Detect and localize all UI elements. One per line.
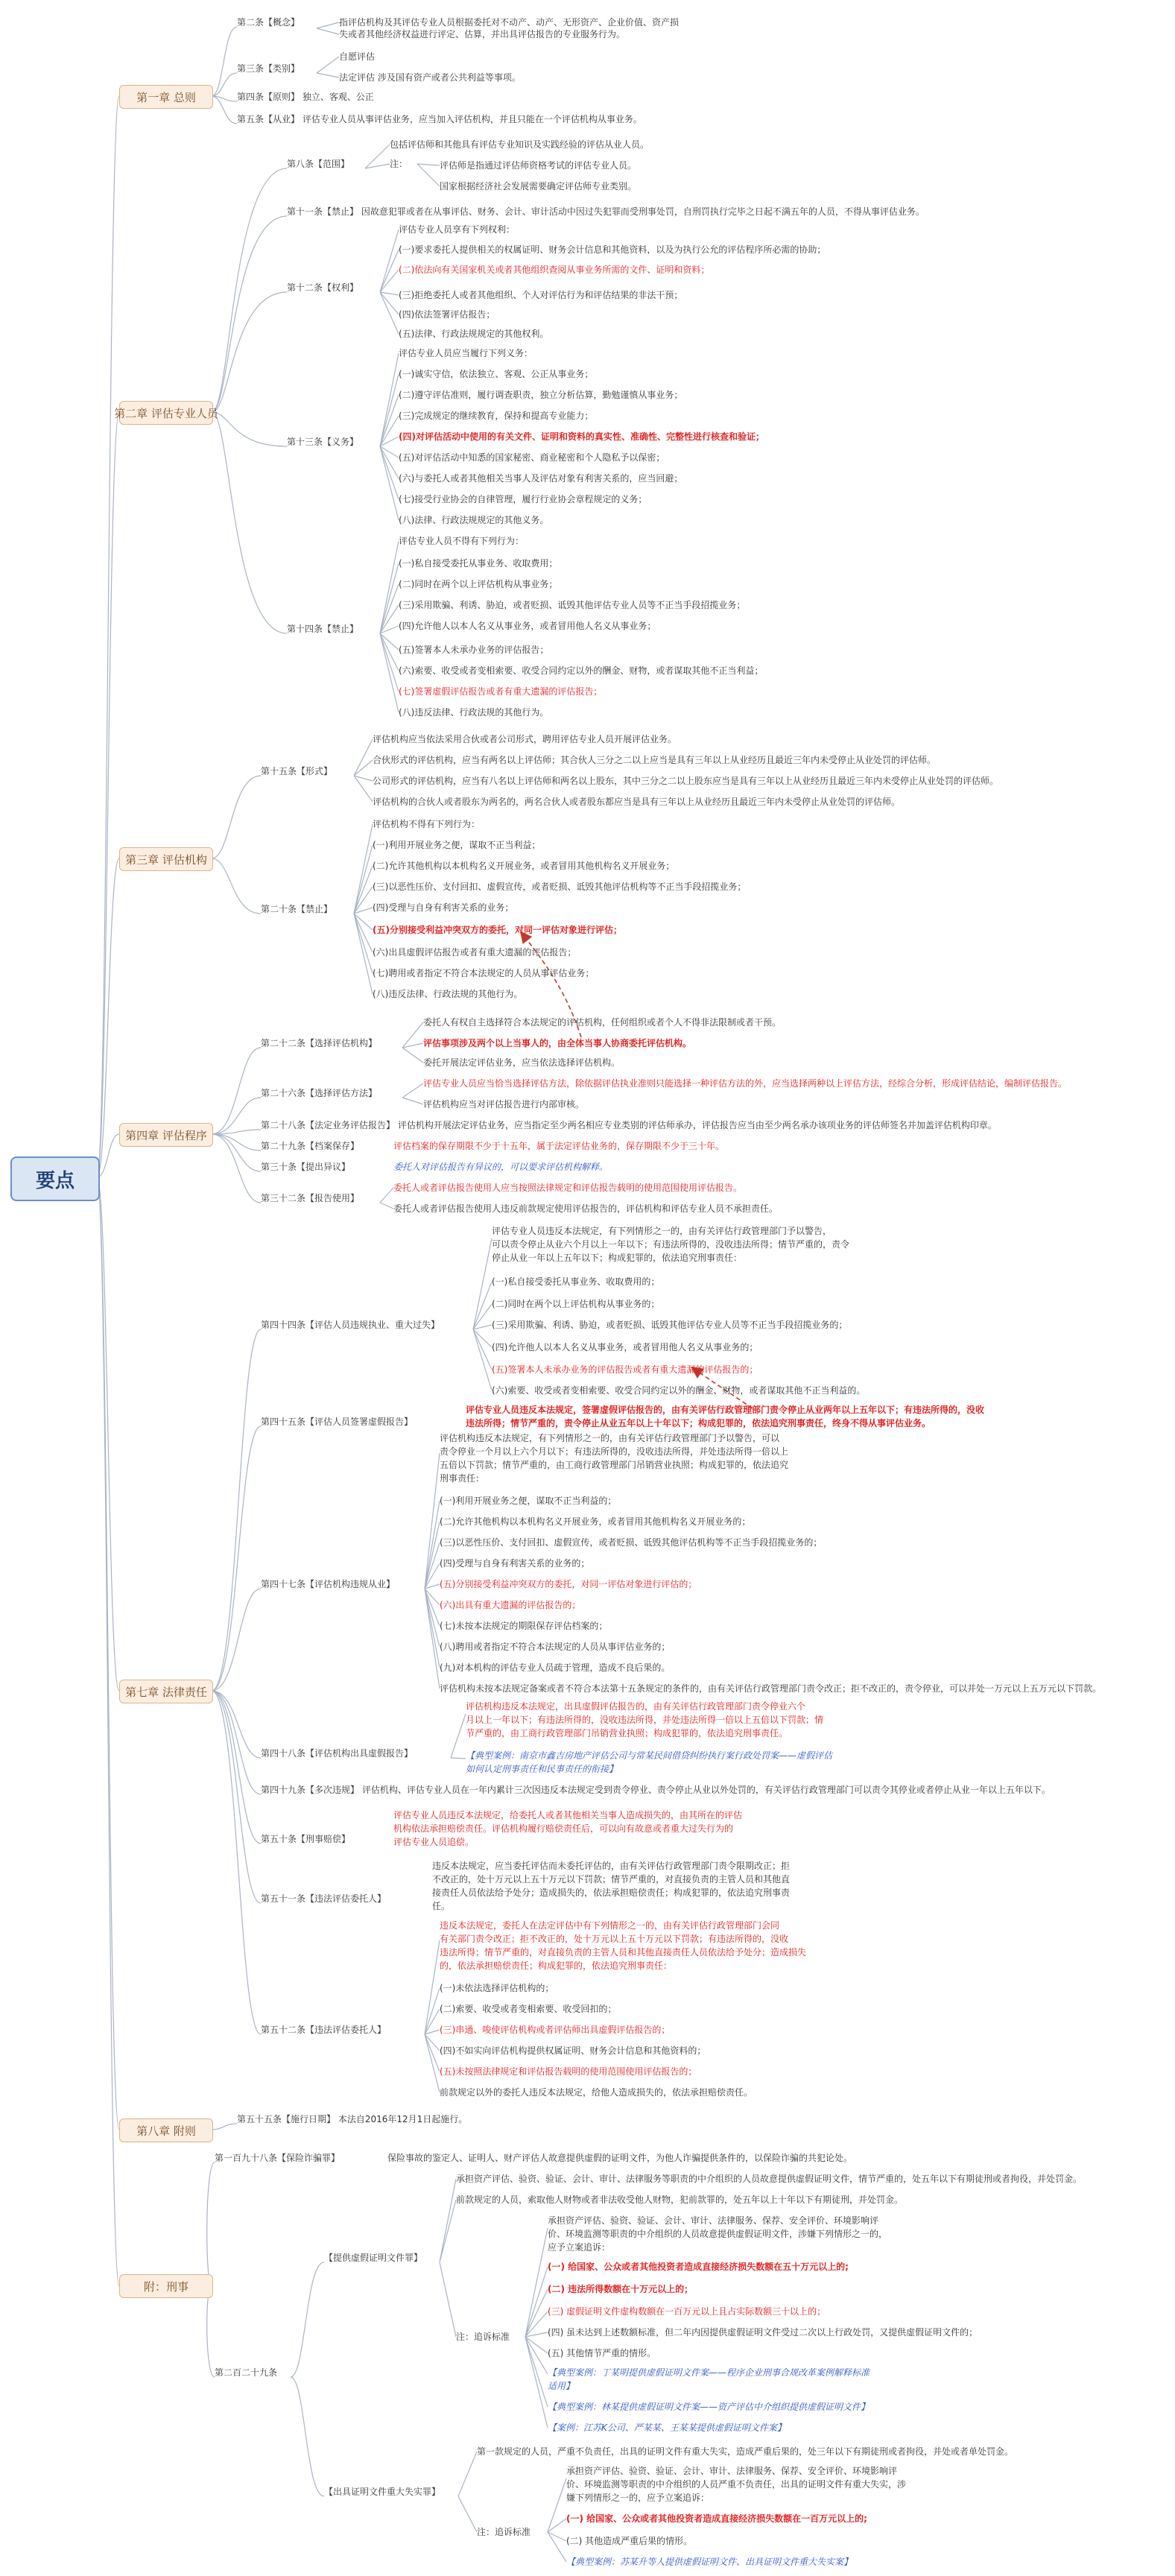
mindmap-node[interactable]: 应予立案追诉： — [548, 2242, 611, 2253]
mindmap-node[interactable]: 价、环境监测等职责的中介组织的人员故意提供虚假证明文件，涉嫌下列情形之一的， — [548, 2229, 888, 2239]
mindmap-node[interactable]: 嫌下列情形之一的，应予立案追诉： — [566, 2493, 710, 2503]
chapter-node[interactable]: 第一章 总则 — [119, 85, 213, 109]
chapter-node[interactable]: 第四章 评估程序 — [119, 1123, 213, 1147]
mindmap-node[interactable]: (二)允许其他机构以本机构名义开展业务，或者冒用其他机构名义开展业务的； — [440, 1516, 751, 1527]
mindmap-node[interactable]: (二) 违法所得数额在十万元以上的； — [548, 2284, 694, 2294]
mindmap-node[interactable]: 第十三条【义务】 — [287, 437, 359, 447]
mindmap-node[interactable]: 指评估机构及其评估专业人员根据委托对不动产、动产、无形资产、企业价值、资产损 — [339, 17, 680, 28]
mindmap-node[interactable]: (一)利用开展业务之便，谋取不正当利益的； — [440, 1496, 617, 1506]
mindmap-node[interactable]: 节严重的，由工商行政管理部门吊销营业执照；构成犯罪的，依法追究刑事责任。 — [466, 1728, 788, 1738]
mindmap-node[interactable]: 【典型案例：南京市鑫吉房地产评估公司与常某民间借贷纠纷执行案行政处罚案——虚假评估 — [466, 1750, 833, 1761]
mindmap-node[interactable]: (五)分别接受利益冲突双方的委托，对同一评估对象进行评估； — [373, 925, 622, 935]
mindmap-node[interactable]: 评估机构违反本法规定，有下列情形之一的，由有关评估行政管理部门予以警告，可以 — [440, 1433, 780, 1443]
mindmap-node[interactable]: 承担资产评估、验资、验证、会计、审计、法律服务、保荐、安全评价、环境影响评 — [548, 2215, 879, 2226]
mindmap-node[interactable]: 停止从业一年以上五年以下；构成犯罪的，依法追究刑事责任： — [492, 1253, 743, 1263]
mindmap-node[interactable]: 【提供虚假证明文件罪】 — [324, 2253, 423, 2263]
mindmap-node[interactable]: 接责任人员依法给予处分；造成损失的，依法承担赔偿责任；构成犯罪的，依法追究刑事责 — [432, 1887, 791, 1898]
mindmap-node[interactable]: 第二百二十九条 — [215, 2367, 278, 2378]
mindmap-node[interactable]: 评估机构未按本法规定备案或者不符合本法第十五条规定的条件的，由有关评估行政管理部门责令改正；拒不改正的，责令停业，可以并处一万元以上五万元以下罚款。 — [440, 1683, 1102, 1694]
mindmap-node[interactable]: 第二十八条【法定业务评估报告】 评估机构开展法定评估业务，应当指定至少两名相应专业类别的评估师承办，评估报告应当由至少两名承办该项业务的评估师签名并加盖评估机构印章。 — [261, 1120, 997, 1130]
mindmap-node[interactable]: 第四十八条【评估机构出具虚假报告】 — [261, 1748, 414, 1759]
mindmap-node[interactable]: (七)聘用或者指定不符合本法规定的人员从事评估业务； — [373, 968, 595, 978]
mindmap-node[interactable]: (六)索要、收受或者变相索要、收受合同约定以外的酬金、财物，或者谋取其他不正当利益的。 — [492, 1385, 866, 1396]
mindmap-node[interactable]: 第四十七条【评估机构违规从业】 — [261, 1579, 396, 1589]
mindmap-node[interactable]: 责令停业一个月以上六个月以下；有违法所得的，没收违法所得，并处违法所得一倍以上 — [440, 1446, 789, 1457]
mindmap-node[interactable]: (三)串通、唆使评估机构或者评估师出具虚假评估报告的； — [440, 2025, 671, 2035]
mindmap-node[interactable]: (二)允许其他机构以本机构名义开展业务，或者冒用其他机构名义开展业务； — [373, 861, 675, 871]
mindmap-node[interactable]: 前款规定以外的委托人违反本法规定，给他人造成损失的，依法承担赔偿责任。 — [440, 2087, 753, 2098]
mindmap-node[interactable]: (四)对评估活动中使用的有关文件、证明和资料的真实性、准确性、完整性进行核查和验证； — [399, 431, 764, 442]
mindmap-node[interactable]: (四) 虽未达到上述数额标准，但二年内因提供虚假证明文件受过二次以上行政处罚，又提供虚假证明文件的； — [548, 2327, 978, 2338]
mindmap-node[interactable]: 违法所得；情节严重的，对直接负责的主管人员和其他直接责任人员依法给予处分；造成损失 — [440, 1947, 807, 1958]
mindmap-node[interactable]: (二)同时在两个以上评估机构从事业务的； — [492, 1299, 660, 1309]
mindmap-node[interactable]: (二) 其他造成严重后果的情形。 — [566, 2536, 693, 2546]
mindmap-node[interactable]: 如何认定刑事责任和民事责任的衔接】 — [466, 1764, 618, 1774]
mindmap-node[interactable]: 第二十条【禁止】 — [261, 904, 333, 914]
mindmap-node[interactable]: 第五十条【刑事赔偿】 — [261, 1834, 351, 1844]
mindmap-node[interactable]: (九)对本机构的评估专业人员疏于管理，造成不良后果的。 — [440, 1662, 671, 1673]
mindmap-node[interactable]: 有关部门责令改正；拒不改正的，处十万元以上五十万元以下罚款；有违法所得的，没收 — [440, 1934, 789, 1944]
mindmap-node[interactable]: (一)要求委托人提供相关的权属证明、财务会计信息和其他资料，以及为执行公允的评估程序所必需的协助； — [399, 244, 826, 255]
mindmap-node[interactable]: 第四条【原则】 独立、客观、公正 — [237, 92, 374, 102]
mindmap-node[interactable]: (六)出具虚假评估报告或者有重大遗漏的评估报告； — [373, 947, 577, 958]
mindmap-node[interactable]: 评估专业人员享有下列权利： — [399, 224, 516, 235]
mindmap-node[interactable]: 违反本法规定，应当委托评估而未委托评估的，由有关评估行政管理部门责令限期改正；拒 — [432, 1861, 791, 1871]
mindmap-node[interactable]: 评估专业人员违反本法规定，签署虚假评估报告的，由有关评估行政管理部门责令停止从业两年以上五年以下；有违法所得的，没收 — [466, 1405, 985, 1415]
mindmap-node[interactable]: (一)诚实守信，依法独立、客观、公正从事业务； — [399, 369, 594, 379]
mindmap-node[interactable]: 委托人或者评估报告使用人应当按照法律规定和评估报告载明的使用范围使用评估报告。 — [393, 1183, 743, 1193]
mindmap-node[interactable]: 第四十五条【评估人员签署虚假报告】 — [261, 1417, 414, 1427]
mindmap-node[interactable]: 机构依法承担赔偿责任。评估机构履行赔偿责任后，可以向有故意或者重大过失行为的 — [393, 1823, 734, 1834]
mindmap-node[interactable]: (四)不如实向评估机构提供权属证明、财务会计信息和其他资料的； — [440, 2045, 706, 2056]
mindmap-node[interactable]: (一)私自接受委托从事业务、收取费用的； — [492, 1276, 660, 1287]
mindmap-node[interactable]: 评估专业人员应当履行下列义务： — [399, 348, 533, 358]
mindmap-node[interactable]: 注：追诉标准 — [456, 2332, 510, 2342]
mindmap-node[interactable]: 评估事项涉及两个以上当事人的，由全体当事人协商委托评估机构。 — [423, 1038, 692, 1048]
mindmap-node[interactable]: 评估师是指通过评估师资格考试的评估专业人员。 — [440, 160, 637, 171]
mindmap-node[interactable]: 第十四条【禁止】 — [287, 624, 359, 634]
mindmap-node[interactable]: (四)依法签署评估报告； — [399, 309, 495, 320]
mindmap-node[interactable]: (五) 其他情节严重的情形。 — [548, 2348, 656, 2358]
mindmap-node[interactable]: (五)对评估活动中知悉的国家秘密、商业秘密和个人隐私予以保密； — [399, 452, 665, 463]
mindmap-node[interactable]: 包括评估师和其他具有评估专业知识及实践经验的评估从业人员。 — [390, 139, 650, 150]
mindmap-node[interactable]: (四)允许他人以本人名义从事业务，或者冒用他人名义从事业务； — [399, 621, 656, 631]
mindmap-node[interactable]: 评估专业人员不得有下列行为： — [399, 536, 525, 546]
mindmap-node[interactable]: 注： — [390, 159, 408, 169]
mindmap-node[interactable]: (八)聘用或者指定不符合本法规定的人员从事评估业务的； — [440, 1642, 671, 1652]
mindmap-node[interactable]: 第三条【类别】 — [237, 63, 300, 74]
mindmap-node[interactable]: 违法所得；情节严重的，责令停止从业五年以上十年以下；构成犯罪的，依法追究刑事责任，终身不得从事评估业务。 — [466, 1418, 931, 1428]
mindmap-node[interactable]: (一)未依法选择评估机构的； — [440, 1983, 554, 1993]
mindmap-node[interactable]: (三)采用欺骗、利诱、胁迫，或者贬损、诋毁其他评估专业人员等不正当手段招揽业务； — [399, 600, 746, 610]
mindmap-node[interactable]: 公司形式的评估机构，应当有八名以上评估师和两名以上股东，其中三分之二以上股东应当是具有三年以上从业经历且最近三年内未受停止从业处罚的评估师。 — [373, 776, 999, 786]
mindmap-node[interactable]: (六)与委托人或者其他相关当事人及评估对象有利害关系的，应当回避； — [399, 473, 683, 484]
mindmap-node[interactable]: (四)受理与自身有利害关系的业务的； — [440, 1558, 590, 1569]
mindmap-node[interactable]: (六)出具有重大遗漏的评估报告的； — [440, 1600, 581, 1610]
mindmap-node[interactable]: 第一百九十八条【保险诈骗罪】 — [215, 2153, 341, 2163]
mindmap-node[interactable]: 第三十二条【报告使用】 — [261, 1193, 360, 1203]
mindmap-node[interactable]: 可以责令停止从业六个月以上一年以下；有违法所得的，没收违法所得；情节严重的，责令 — [492, 1239, 850, 1250]
mindmap-node[interactable]: (三)采用欺骗、利诱、胁迫，或者贬损、诋毁其他评估专业人员等不正当手段招揽业务的； — [492, 1320, 848, 1330]
mindmap-node[interactable]: (七)未按本法规定的期限保存评估档案的； — [440, 1621, 608, 1631]
mindmap-node[interactable]: 第二十六条【选择评估方法】 — [261, 1088, 378, 1098]
mindmap-node[interactable]: 评估档案的保存期限不少于十五年，属于法定评估业务的，保存期限不少于三十年。 — [393, 1141, 725, 1151]
mindmap-node[interactable]: 【典型案例：林某提供虚假证明文件案——资产评估中介组织提供虚假证明文件】 — [548, 2402, 870, 2412]
root-node[interactable]: 要点 — [10, 1156, 100, 1201]
mindmap-node[interactable]: 不改正的，处十万元以上五十万元以下罚款；情节严重的，对直接负责的主管人员和其他直 — [432, 1874, 791, 1884]
mindmap-node[interactable]: 第二十二条【选择评估机构】 — [261, 1038, 378, 1048]
mindmap-node[interactable]: (五)分别接受利益冲突双方的委托，对同一评估对象进行评估的； — [440, 1579, 697, 1589]
mindmap-node[interactable]: (八)违反法律、行政法规的其他行为。 — [399, 707, 549, 718]
mindmap-node[interactable]: (一) 给国家、公众或者其他投资者造成直接经济损失数额在一百万元以上的; — [566, 2513, 867, 2524]
mindmap-node[interactable]: (三)完成规定的继续教育，保持和提高专业能力； — [399, 411, 594, 421]
mindmap-node[interactable]: 评估机构违反本法规定，出具虚假评估报告的，由有关评估行政管理部门责令停业六个 — [466, 1701, 806, 1712]
mindmap-node[interactable]: 第五条【从业】 评估专业人员从事评估业务，应当加入评估机构，并且只能在一个评估机构从事业务。 — [237, 114, 642, 124]
mindmap-node[interactable]: 评估机构应当对评估报告进行内部审核。 — [423, 1099, 585, 1110]
mindmap-node[interactable]: (五)法律、行政法规规定的其他权利。 — [399, 329, 549, 339]
mindmap-node[interactable]: (七)签署虚假评估报告或者有重大遗漏的评估报告； — [399, 686, 603, 697]
mindmap-node[interactable]: 评估专业人员应当恰当选择评估方法，除依据评估执业准则只能选择一种评估方法的外，应当选择两种以上评估方法，经综合分析，形成评估结论，编制评估报告。 — [423, 1078, 1068, 1089]
mindmap-node[interactable]: 月以上一年以下；有违法所得的，没收违法所得，并处违法所得一倍以上五倍以下罚款；情 — [466, 1715, 824, 1725]
mindmap-node[interactable]: (三)以恶性压价、支付回扣、虚假宣传，或者贬损、诋毁其他评估机构等不正当手段招揽业务； — [373, 882, 747, 892]
mindmap-node[interactable]: 委托人有权自主选择符合本法规定的评估机构，任何组织或者个人不得非法限制或者干预。 — [423, 1017, 782, 1028]
mindmap-node[interactable]: 第四十四条【评估人员违规执业、重大过失】 — [261, 1320, 440, 1330]
mindmap-node[interactable]: 第三十条【提出异议】 — [261, 1162, 351, 1172]
mindmap-node[interactable]: 五倍以下罚款；情节严重的，由工商行政管理部门吊销营业执照；构成犯罪的，依法追究 — [440, 1460, 789, 1470]
mindmap-node[interactable]: 委托人或者评估报告使用人违反前款规定使用评估报告的，评估机构和评估专业人员不承担责任。 — [393, 1203, 779, 1214]
mindmap-node[interactable]: 注：追诉标准 — [477, 2527, 531, 2537]
mindmap-node[interactable]: 评估机构的合伙人或者股东为两名的，两名合伙人或者股东都应当是具有三年以上从业经历且最近三年内未受停止从业处罚的评估师。 — [373, 797, 901, 807]
mindmap-node[interactable]: 第四十九条【多次违规】 评估机构、评估专业人员在一年内累计三次因违反本法规定受到责令停业、责令停止从业以外处罚的，有关评估行政管理部门可以责令其停业或者停止从业一年以上五年以下。 — [261, 1785, 1051, 1795]
mindmap-node[interactable]: (五)签署本人未承办业务的评估报告或者有重大遗漏的评估报告的； — [492, 1364, 758, 1375]
chapter-node[interactable]: 第八章 附则 — [119, 2118, 213, 2142]
chapter-node[interactable]: 第七章 法律责任 — [119, 1680, 213, 1703]
mindmap-node[interactable]: (四)允许他人以本人名义从事业务，或者冒用他人名义从事业务的； — [492, 1342, 758, 1352]
mindmap-node[interactable]: 第二十九条【档案保存】 — [261, 1141, 360, 1151]
mindmap-node[interactable]: (五)签署本人未承办业务的评估报告； — [399, 645, 549, 655]
mindmap-node[interactable]: 合伙形式的评估机构，应当有两名以上评估师；其合伙人三分之二以上应当是具有三年以上从业经历且最近三年内未受停止从业处罚的评估师。 — [373, 755, 937, 765]
mindmap-node[interactable]: 评估专业人员违反本法规定，有下列情形之一的，由有关评估行政管理部门予以警告， — [492, 1226, 832, 1236]
mindmap-node[interactable]: 第一款规定的人员，严重不负责任，出具的证明文件有重大失实，造成严重后果的，处三年以下有期徒刑或者拘役，并处或者单处罚金。 — [477, 2446, 1014, 2457]
mindmap-node[interactable]: (三) 虚假证明文件虚构数额在一百万元以上且占实际数额三十以上的； — [548, 2306, 826, 2317]
mindmap-node[interactable]: 失或者其他经济权益进行评定、估算，并出具评估报告的专业服务行为。 — [339, 29, 626, 39]
mindmap-node[interactable]: (一) 给国家、公众或者其他投资者造成直接经济损失数额在五十万元以上的; — [548, 2262, 849, 2272]
mindmap-node[interactable]: (四)受理与自身有利害关系的业务； — [373, 902, 514, 913]
mindmap-node[interactable]: 第十一条【禁止】 因故意犯罪或者在从事评估、财务、会计、审计活动中因过失犯罪而受刑事处罚，自刑罚执行完毕之日起不满五年的人员，不得从事评估业务。 — [287, 206, 925, 217]
mindmap-node[interactable]: 刑事责任： — [440, 1473, 485, 1484]
mindmap-node[interactable]: 评估专业人员追偿。 — [393, 1837, 475, 1847]
mindmap-node[interactable]: (三)拒绝委托人或者其他组织、个人对评估行为和评估结果的非法干预； — [399, 290, 683, 300]
chapter-node[interactable]: 第二章 评估专业人员 — [119, 401, 213, 425]
mindmap-node[interactable]: 承担资产评估、验资、验证、会计、审计、法律服务、保荐、安全评价、环境影响评 — [566, 2466, 898, 2476]
mindmap-node[interactable]: 适用】 — [548, 2381, 575, 2391]
mindmap-node[interactable]: 任。 — [432, 1901, 451, 1911]
mindmap-node[interactable]: 【案例：江苏K公司、严某某、王某某提供虚假证明文件案】 — [548, 2422, 786, 2433]
mindmap-node[interactable]: (二)同时在两个以上评估机构从事业务； — [399, 579, 558, 589]
mindmap-node[interactable]: (八)违反法律、行政法规的其他行为。 — [373, 989, 523, 999]
mindmap-node[interactable]: (五)未按照法律规定和评估报告载明的使用范围使用评估报告的； — [440, 2066, 697, 2077]
mindmap-node[interactable]: (一)私自接受委托从事业务、收取费用； — [399, 558, 558, 569]
mindmap-node[interactable]: 委托开展法定评估业务，应当依法选择评估机构。 — [423, 1057, 621, 1068]
mindmap-node[interactable]: (七)接受行业协会的自律管理，履行行业协会章程规定的义务； — [399, 494, 647, 504]
mindmap-node[interactable]: 第二条【概念】 — [237, 17, 300, 28]
mindmap-node[interactable]: 第八条【范围】 — [287, 159, 350, 169]
chapter-node[interactable]: 第三章 评估机构 — [119, 847, 213, 871]
mindmap-node[interactable]: (一)利用开展业务之便，谋取不正当利益； — [373, 840, 541, 850]
mindmap-node[interactable]: 前款规定的人员，索取他人财物或者非法收受他人财物，犯前款罪的，处五年以上十年以下有期徒刑，并处罚金。 — [456, 2194, 904, 2205]
mindmap-node[interactable]: 违反本法规定，委托人在法定评估中有下列情形之一的，由有关评估行政管理部门会同 — [440, 1920, 780, 1931]
mindmap-node[interactable]: 第五十五条【施行日期】 本法自2016年12月1日起施行。 — [237, 2114, 468, 2124]
mindmap-node[interactable]: (三)以恶性压价、支付回扣、虚假宣传，或者贬损、诋毁其他评估机构等不正当手段招揽业务的； — [440, 1537, 823, 1548]
mindmap-node[interactable]: 保险事故的鉴定人、证明人、财产评估人故意提供虚假的证明文件，为他人诈骗提供条件的，以保险诈骗的共犯论处。 — [387, 2153, 853, 2163]
mindmap-node[interactable]: 的，依法承担赔偿责任；构成犯罪的，依法追究刑事责任： — [440, 1961, 673, 1971]
mindmap-node[interactable]: 第十二条【权利】 — [287, 282, 359, 293]
mindmap-node[interactable]: (二)索要、收受或者变相索要、收受回扣的； — [440, 2004, 617, 2014]
mindmap-node[interactable]: 第五十一条【违法评估委托人】 — [261, 1893, 387, 1904]
mindmap-node[interactable]: 国家根据经济社会发展需要确定评估师专业类别。 — [440, 181, 637, 192]
mindmap-node[interactable]: 【出具证明文件重大失实罪】 — [324, 2487, 441, 2497]
chapter-node[interactable]: 附：刑事 — [119, 2274, 213, 2298]
mindmap-node[interactable]: (八)法律、行政法规规定的其他义务。 — [399, 515, 549, 525]
mindmap-node[interactable]: (六)索要、收受或者变相索要、收受合同约定以外的酬金、财物，或者谋取其他不正当利益； — [399, 665, 764, 676]
mindmap-node[interactable]: 承担资产评估、验资、验证、会计、审计、法律服务等职责的中介组织的人员故意提供虚假证明文件，情节严重的，处五年以下有期徒刑或者拘役，并处罚金。 — [456, 2174, 1083, 2184]
mindmap-node[interactable]: (二)依法向有关国家机关或者其他组织查阅从事业务所需的文件、证明和资料； — [399, 265, 710, 275]
mindmap-node[interactable]: 第五十二条【违法评估委托人】 — [261, 2025, 387, 2035]
mindmap-node[interactable]: 自愿评估 — [339, 51, 376, 62]
mindmap-node[interactable]: 委托人对评估报告有异议的，可以要求评估机构解释。 — [393, 1162, 609, 1172]
mindmap-node[interactable]: 法定评估 涉及国有资产或者公共利益等事项。 — [339, 72, 521, 83]
mindmap-node[interactable]: 第十五条【形式】 — [261, 766, 333, 776]
mindmap-node[interactable]: 【典型案例：丁某明提供虚假证明文件案——程序企业刑事合规改革案例解释标准 — [548, 2367, 870, 2378]
mindmap-node[interactable]: 【典型案例：苏某升等人提供虚假证明文件、出具证明文件重大失实案】 — [566, 2557, 853, 2567]
mindmap-node[interactable]: 评估机构不得有下列行为： — [373, 819, 481, 829]
mindmap-node[interactable]: 评估专业人员违反本法规定，给委托人或者其他相关当事人造成损失的，由其所在的评估 — [393, 1810, 743, 1820]
mindmap-node[interactable]: (二)遵守评估准则，履行调查职责，独立分析估算，勤勉谨慎从事业务； — [399, 390, 683, 400]
mindmap-node[interactable]: 价、环境监测等职责的中介组织的人员严重不负责任，出具的证明文件有重大失实，涉 — [566, 2479, 907, 2490]
mindmap-node[interactable]: 评估机构应当依法采用合伙或者公司形式，聘用评估专业人员开展评估业务。 — [373, 734, 677, 744]
